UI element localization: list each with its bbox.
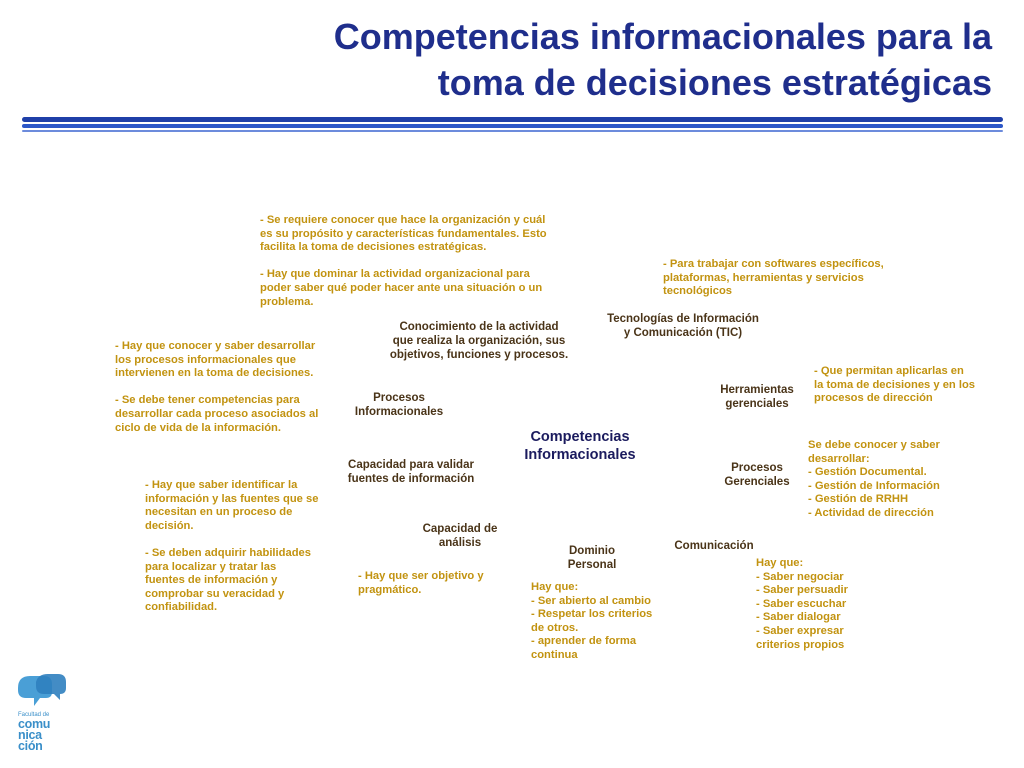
faculty-logo-wordmark xyxy=(18,712,78,752)
node-capacidad-validar: Capacidad para validar fuentes de información xyxy=(347,459,475,485)
note-capacidad-validar: - Hay que saber identificar la información y las fuentes que se necesitan en un proceso de decisión. - Se deben adquirir habilidades para localizar y tratar las fuentes de información y comprobar su veracidad y confiabilidad. xyxy=(145,479,319,614)
node-procesos-gerenciales: Procesos Gerenciales xyxy=(724,462,790,488)
slide-title-line-1: Competencias informacionales para la xyxy=(333,16,992,57)
logo-faculty-label: Facultad de xyxy=(18,712,50,718)
note-procesos-informacionales: - Hay que conocer y saber desarrollar los procesos informacionales que intervienen en la toma de decisiones. - Se debe tener competencias para desarrollar cada proceso asociados al ciclo de vida de la información. xyxy=(115,340,319,434)
center-node-competencias: Competencias Informacionales xyxy=(524,429,636,463)
logo-word-line-2: nica xyxy=(18,728,42,742)
slide-title xyxy=(92,14,992,106)
node-conocimiento-actividad: Conocimiento de la actividad que realiza la organización, sus objetivos, funciones y procesos. xyxy=(389,321,569,361)
note-herramientas-gerenciales: - Que permitan aplicarlas en la toma de decisiones y en los procesos de dirección xyxy=(814,365,976,405)
node-herramientas-gerenciales: Herramientas gerenciales xyxy=(720,384,794,410)
logo-word-line-1: comu xyxy=(18,717,51,731)
title-divider-thick xyxy=(22,117,1003,122)
title-divider-medium xyxy=(22,124,1003,128)
note-procesos-gerenciales: Se debe conocer y saber desarrollar: - Gestión Documental. - Gestión de Información - Gestión de RRHH - Actividad de dirección xyxy=(808,439,940,519)
note-dominio-personal: Hay que: - Ser abierto al cambio - Respetar los criterios de otros. - aprender de forma continua xyxy=(531,581,653,661)
note-comunicacion: Hay que: - Saber negociar - Saber persuadir - Saber escuchar - Saber dialogar - Saber expresar criterios propios xyxy=(756,557,849,651)
node-tic: Tecnologías de Información y Comunicación (TIC) xyxy=(607,313,759,339)
slide-title-line-2: toma de decisiones estratégicas xyxy=(437,62,992,103)
note-capacidad-analisis: - Hay que ser objetivo y pragmático. xyxy=(358,570,484,596)
node-capacidad-analisis: Capacidad de análisis xyxy=(422,523,498,549)
note-conocimiento-actividad: - Se requiere conocer que hace la organización y cuál es su propósito y características fundamentales. Esto facilita la toma de decisiones estratégicas. - Hay que dominar la actividad organizacional para poder saber qué poder hacer ante una situación o un problema. xyxy=(260,214,547,308)
node-dominio-personal: Dominio Personal xyxy=(567,545,617,571)
node-comunicacion: Comunicación xyxy=(674,540,754,552)
title-divider-thin xyxy=(22,130,1003,132)
logo-word-line-3: ción xyxy=(18,739,43,753)
note-tic: - Para trabajar con softwares específicos, plataformas, herramientas y servicios tecnológicos xyxy=(663,258,884,298)
node-procesos-informacionales: Procesos Informacionales xyxy=(354,392,444,418)
